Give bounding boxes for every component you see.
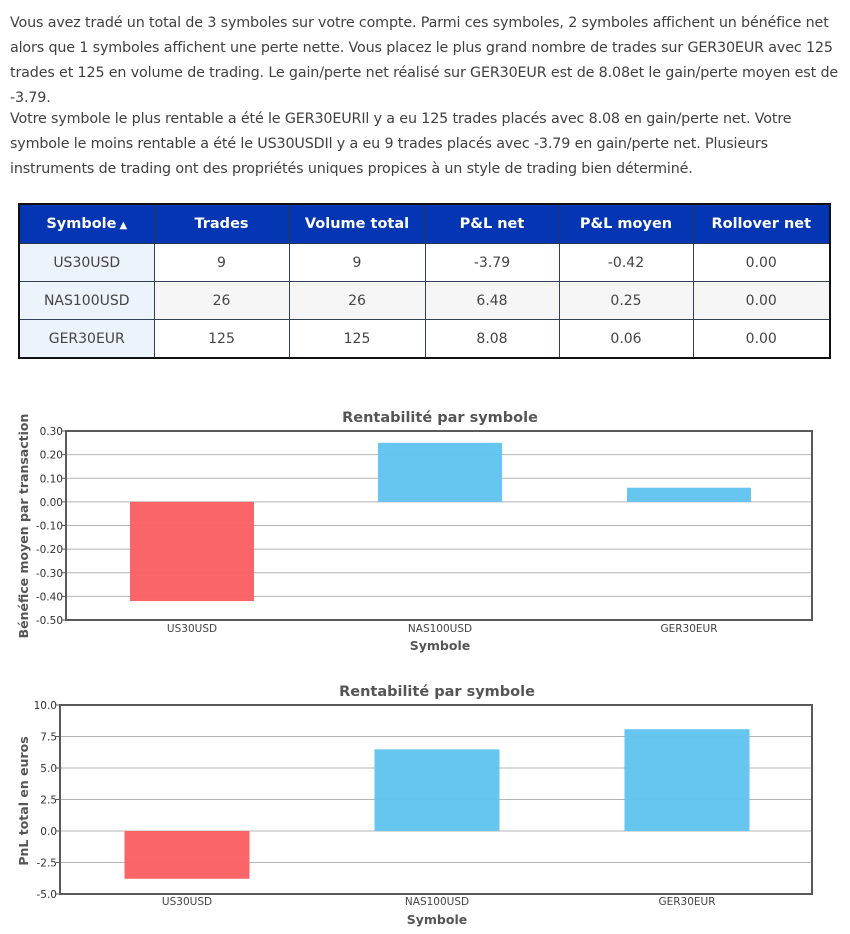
bar-us30usd [130,502,254,601]
table-row [19,244,830,282]
x-tick-label: US30USD [166,623,218,635]
table-header-row [19,204,830,244]
cell-symbole: US30USD [19,244,154,282]
bar-nas100usd [375,749,500,831]
cell-rollover-net: 0.00 [693,320,830,359]
cell-symbole: NAS100USD [19,282,154,320]
y-tick-label: -0.20 [35,544,63,557]
y-axis-label: Bénéfice moyen par transaction [16,413,31,639]
x-tick-label: GER30EUR [658,896,716,908]
x-tick-label: NAS100USD [407,623,473,635]
chart-title: Rentabilité par symbole [342,410,538,426]
cell-volume-total: 125 [289,320,425,359]
y-tick-label: -5.0 [36,889,57,901]
x-tick-label: GER30EUR [660,623,718,635]
cell-pl-net: -3.79 [425,244,559,282]
chart-total-pnl-per-symbol [0,675,850,934]
y-tick-label: 0.10 [39,473,63,486]
x-axis-label: Symbole [409,638,471,653]
bar-ger30eur [625,729,750,831]
cell-trades: 125 [154,320,289,359]
cell-pl-moyen: 0.25 [559,282,693,320]
y-tick-label: 10.0 [33,700,57,712]
y-tick-label: -0.50 [35,615,63,627]
cell-trades: 9 [154,244,289,282]
bar-us30usd [125,831,250,879]
y-tick-label: -0.10 [35,520,63,533]
summary-paragraph-1: Vous avez tradé un total de 3 symboles sur votre compte. Parmi ces symboles, 2 symboles affichent un bénéfice net alors que 1 symboles affichent une perte nette. Vous placez le plus grand nombre de trades sur GER30EUR avec 125 trades et 125 en volume de trading. Le gain/perte net réalisé sur GER30EUR est de 8.08et le gain/perte moyen est de -3.79. [10,15,839,106]
y-tick-label: 0.0 [40,826,57,838]
y-tick-label: -2.5 [36,857,57,870]
symbol-stats-table [18,203,831,359]
bar-ger30eur [627,488,751,502]
column-header-trades[interactable]: Trades [154,204,289,244]
chart-avg-profit-per-symbol [0,400,850,665]
y-tick-label: 2.5 [40,794,57,807]
x-tick-label: US30USD [161,896,213,908]
cell-symbole: GER30EUR [19,320,154,359]
column-header-volume-total[interactable]: Volume total [289,204,425,244]
cell-rollover-net: 0.00 [693,244,830,282]
summary-paragraph-2: Votre symbole le plus rentable a été le GER30EURIl y a eu 125 trades placés avec 8.08 en gain/perte net. Votre symbole le moins rentable a été le US30USDIl y a eu 9 trades placés avec -3.79 en gain/perte net. Plusieurs instruments de trading ont des propriétés uniques propices à un style de trading bien déterminé. [10,111,792,177]
sort-ascending-icon[interactable]: ▲ [119,220,128,231]
column-header-pl-moyen[interactable]: P&L moyen [559,204,693,244]
column-header-rollover-net[interactable]: Rollover net [693,204,830,244]
cell-pl-moyen: 0.06 [559,320,693,359]
cell-pl-moyen: -0.42 [559,244,693,282]
y-tick-label: 5.0 [40,763,57,775]
table-row [19,282,830,320]
y-tick-label: -0.40 [35,591,63,604]
y-axis-label: PnL total en euros [16,736,31,866]
x-axis-label: Symbole [406,912,468,927]
y-tick-label: 0.00 [39,496,63,509]
column-header-symbole[interactable]: Symbole ▲ [19,204,154,244]
table-row [19,320,830,359]
column-header-pl-net[interactable]: P&L net [425,204,559,244]
x-tick-label: NAS100USD [404,896,470,908]
y-tick-label: 0.30 [39,426,63,438]
cell-trades: 26 [154,282,289,320]
cell-volume-total: 9 [289,244,425,282]
bar-nas100usd [378,443,502,502]
chart-title: Rentabilité par symbole [339,684,535,700]
cell-pl-net: 6.48 [425,282,559,320]
y-tick-label: 7.5 [40,731,57,744]
cell-rollover-net: 0.00 [693,282,830,320]
y-tick-label: 0.20 [39,449,63,462]
cell-volume-total: 26 [289,282,425,320]
y-tick-label: -0.30 [35,567,63,580]
cell-pl-net: 8.08 [425,320,559,359]
